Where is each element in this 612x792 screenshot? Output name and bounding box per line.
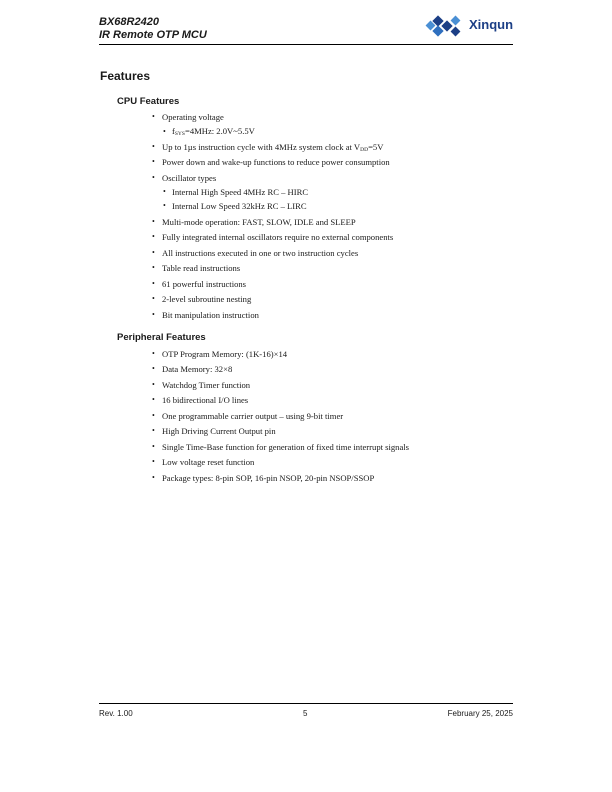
bullet-icon: •	[152, 279, 155, 288]
feature-multi-mode: Multi-mode operation: FAST, SLOW, IDLE and SLEEP	[162, 217, 356, 227]
bullet-icon: •	[152, 112, 155, 121]
header-divider	[99, 44, 513, 45]
sub-bullet-icon: •	[163, 187, 166, 196]
bullet-icon: •	[152, 157, 155, 166]
feature-hirc: Internal High Speed 4MHz RC – HIRC	[172, 187, 309, 197]
bullet-icon: •	[152, 217, 155, 226]
feature-lirc: Internal Low Speed 32kHz RC – LIRC	[172, 201, 307, 211]
bullet-icon: •	[152, 426, 155, 435]
logo-mark-icon	[425, 14, 467, 38]
sub-bullet-icon: •	[163, 127, 166, 136]
bullet-icon: •	[152, 442, 155, 451]
bullet-icon: •	[152, 263, 155, 272]
bullet-icon: •	[152, 364, 155, 373]
peripheral-features-heading: Peripheral Features	[117, 332, 206, 343]
peripheral-item: High Driving Current Output pin	[162, 426, 276, 436]
peripheral-item: 16 bidirectional I/O lines	[162, 395, 249, 405]
feature-integrated-oscillators: Fully integrated internal oscillators require no external components	[162, 232, 394, 242]
document-subtitle: IR Remote OTP MCU	[99, 29, 207, 41]
footer-page-number: 5	[303, 709, 308, 718]
footer-revision: Rev. 1.00	[99, 709, 133, 718]
bullet-icon: •	[152, 248, 155, 257]
bullet-icon: •	[152, 411, 155, 420]
bullet-icon: •	[152, 173, 155, 182]
peripheral-item: OTP Program Memory: (1K-16)×14	[162, 349, 288, 359]
peripheral-item: Watchdog Timer function	[162, 380, 251, 390]
feature-instruction-execution: All instructions executed in one or two instruction cycles	[162, 248, 359, 258]
feature-operating-voltage: Operating voltage	[162, 112, 224, 122]
bullet-icon: •	[152, 473, 155, 482]
logo-text: Xinqun	[469, 17, 514, 32]
bullet-icon: •	[152, 142, 155, 151]
peripheral-item: Single Time-Base function for generation of fixed time interrupt signals	[162, 442, 410, 452]
peripheral-item: Low voltage reset function	[162, 457, 255, 467]
bullet-icon: •	[152, 349, 155, 358]
feature-instructions-count: 61 powerful instructions	[162, 279, 247, 289]
peripheral-item: Package types: 8-pin SOP, 16-pin NSOP, 20-pin NSOP/SSOP	[162, 473, 375, 483]
bullet-icon: •	[152, 310, 155, 319]
bullet-icon: •	[152, 395, 155, 404]
footer-date: February 25, 2025	[447, 709, 513, 718]
feature-power-down: Power down and wake-up functions to reduce power consumption	[162, 157, 390, 167]
feature-instruction-cycle: Up to 1µs instruction cycle with 4MHz system clock at VDD=5V	[162, 142, 384, 153]
company-logo	[425, 14, 517, 38]
document-header-title	[99, 16, 207, 42]
bullet-icon: •	[152, 294, 155, 303]
part-number: BX68R2420	[99, 16, 159, 28]
peripheral-item: Data Memory: 32×8	[162, 364, 233, 374]
bullet-icon: •	[152, 232, 155, 241]
feature-bit-manipulation: Bit manipulation instruction	[162, 310, 259, 320]
bullet-icon: •	[152, 457, 155, 466]
section-title: Features	[100, 69, 151, 83]
peripheral-item: One programmable carrier output – using 9-bit timer	[162, 411, 344, 421]
feature-table-read: Table read instructions	[162, 263, 241, 273]
bullet-icon: •	[152, 380, 155, 389]
feature-subroutine-nesting: 2-level subroutine nesting	[162, 294, 252, 304]
cpu-features-heading: CPU Features	[117, 96, 180, 107]
feature-oscillator-types: Oscillator types	[162, 173, 217, 183]
feature-fsys-voltage: fSYS=4MHz: 2.0V~5.5V	[172, 126, 255, 137]
footer-divider	[99, 703, 513, 704]
sub-bullet-icon: •	[163, 201, 166, 210]
